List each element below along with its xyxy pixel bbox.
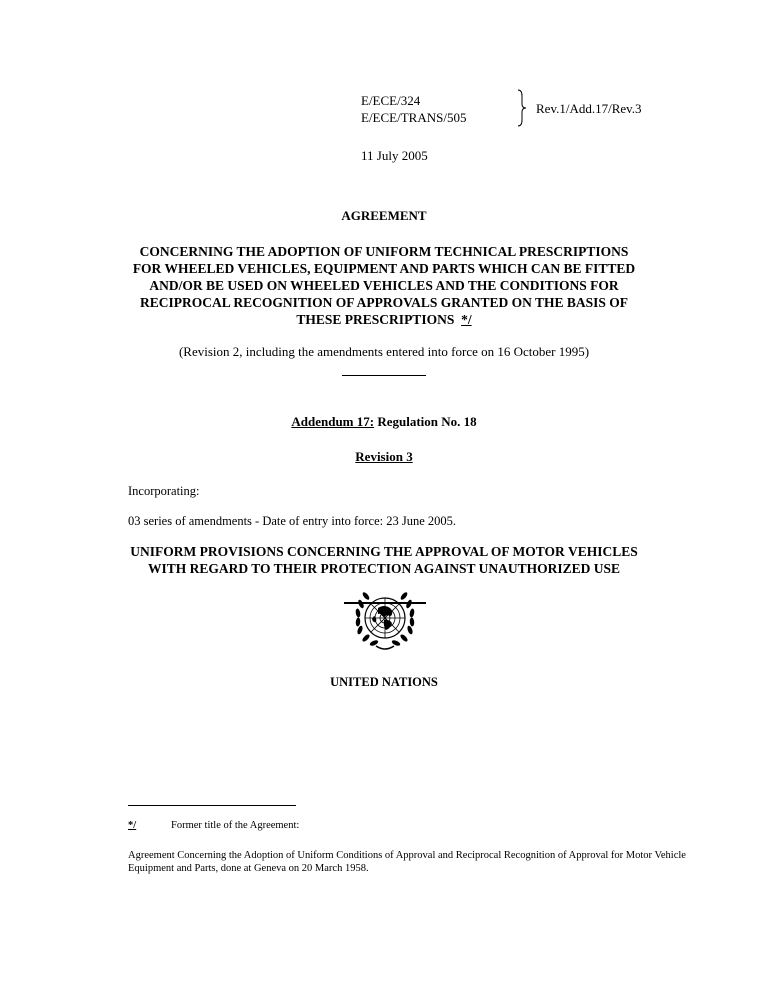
- incorporating-label: Incorporating:: [128, 484, 200, 498]
- addendum-label: Addendum 17:: [291, 414, 375, 429]
- provisions-title-line: WITH REGARD TO THEIR PROTECTION AGAINST UNAUTHORIZED USE: [148, 561, 620, 576]
- agreement-title-line: RECIPROCAL RECOGNITION OF APPROVALS GRANTED ON THE BASIS OF: [139, 295, 629, 310]
- revision-reference: Rev.1/Add.17/Rev.3: [536, 101, 642, 116]
- amendments-line: 03 series of amendments - Date of entry into force: 23 June 2005.: [128, 514, 457, 528]
- addendum-heading: [0, 414, 768, 430]
- un-emblem-icon: [354, 586, 416, 652]
- organization-name: UNITED NATIONS: [330, 675, 438, 689]
- footnote-text: Agreement Concerning the Adoption of Uniform Conditions of Approval and Reciprocal Recognition of Approval for Motor Vehicle Equipment and Parts, done at Geneva on 20 March 1958.: [128, 850, 686, 874]
- agreement-heading: AGREEMENT: [341, 208, 427, 223]
- footnote-mark: */: [128, 820, 137, 831]
- section-divider: [342, 375, 426, 376]
- document-date: 11 July 2005: [361, 148, 428, 163]
- revision-note: (Revision 2, including the amendments entered into force on 16 October 1995): [178, 344, 590, 359]
- provisions-title-line: UNIFORM PROVISIONS CONCERNING THE APPROVAL OF MOTOR VEHICLES: [130, 544, 638, 559]
- doc-symbol-trans: E/ECE/TRANS/505: [361, 110, 467, 125]
- agreement-title: [0, 243, 768, 328]
- agreement-title-line: THESE PRESCRIPTIONS: [296, 312, 455, 327]
- agreement-title-line: AND/OR BE USED ON WHEELED VEHICLES AND THE CONDITIONS FOR: [149, 278, 619, 293]
- agreement-title-line-last: [0, 311, 768, 328]
- right-brace-icon: [516, 88, 528, 128]
- footnote-reference-link[interactable]: */: [461, 312, 472, 327]
- agreement-title-line: CONCERNING THE ADOPTION OF UNIFORM TECHNICAL PRESCRIPTIONS: [139, 244, 629, 259]
- revision-heading: Revision 3: [355, 449, 413, 464]
- agreement-title-line: FOR WHEELED VEHICLES, EQUIPMENT AND PARTS WHICH CAN BE FITTED: [132, 261, 636, 276]
- document-symbols: [361, 92, 466, 126]
- footnote-separator: [128, 805, 296, 806]
- doc-symbol-ece: E/ECE/324: [361, 93, 421, 108]
- footnote-label: Former title of the Agreement:: [171, 820, 300, 831]
- regulation-number: Regulation No. 18: [374, 414, 477, 429]
- provisions-title: [0, 543, 768, 577]
